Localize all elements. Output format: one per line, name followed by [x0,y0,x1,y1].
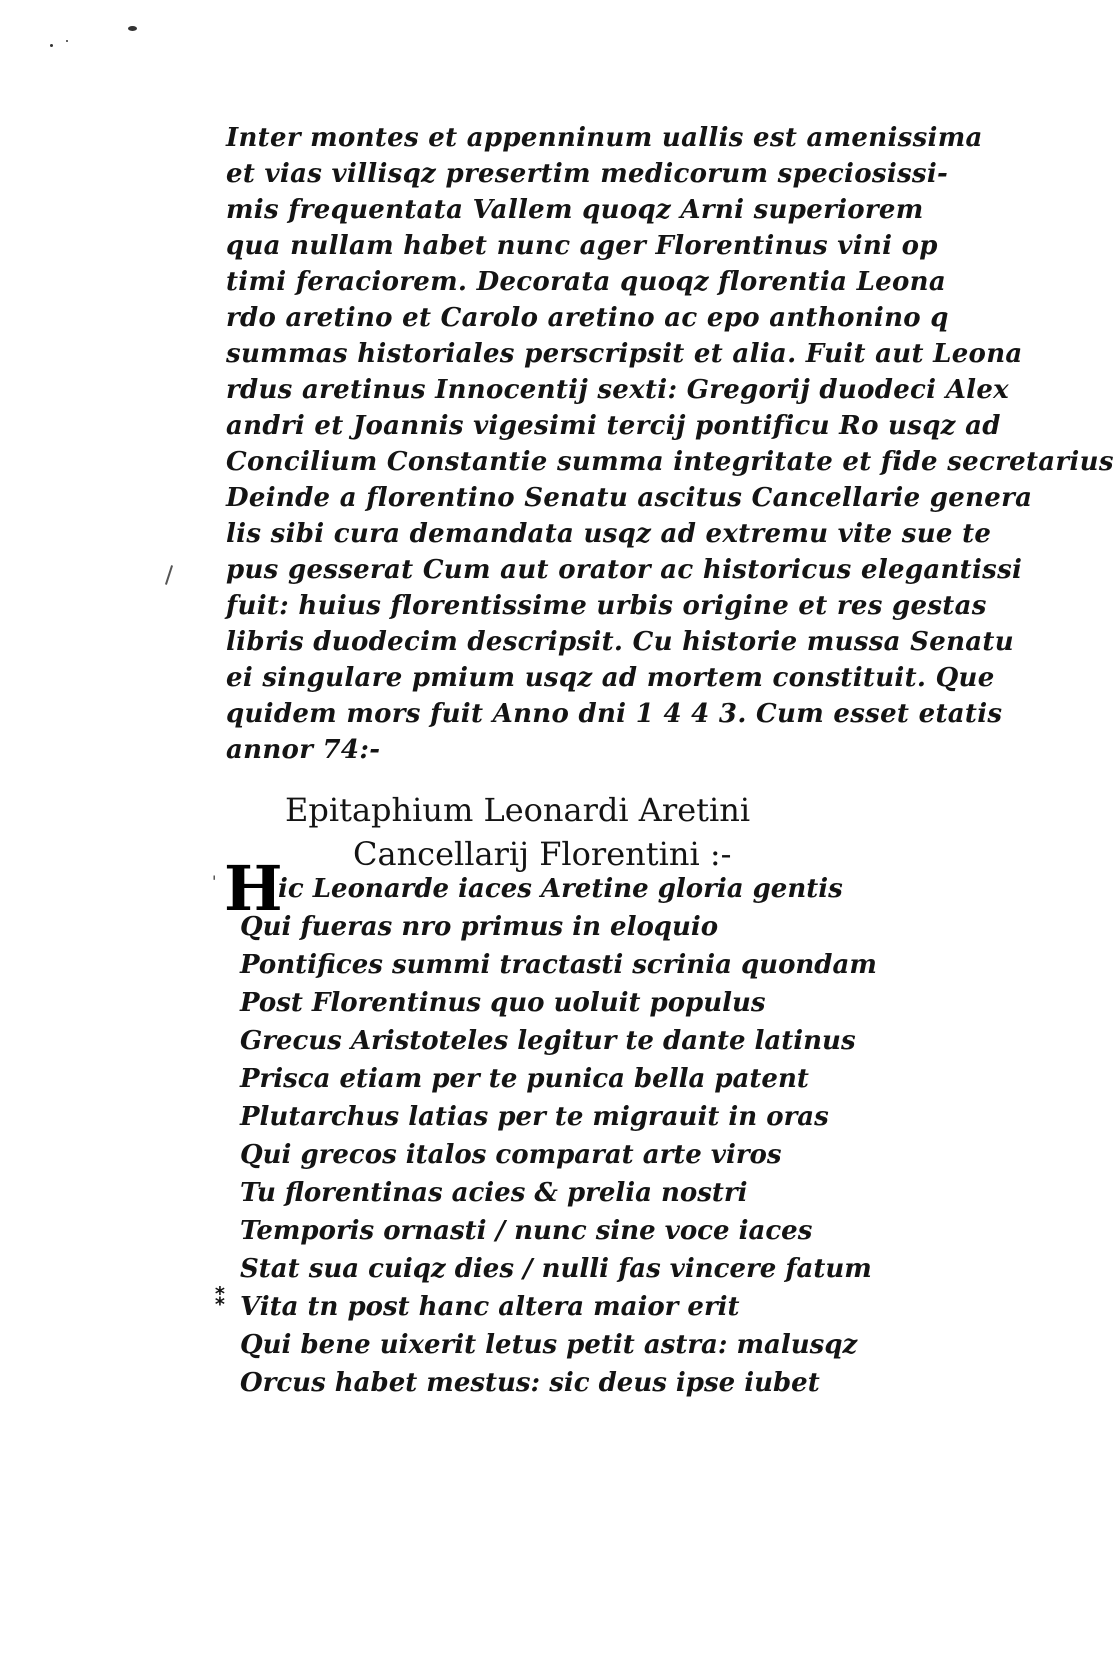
verse-line: Post Florentinus quo uoluit populus [240,988,766,1018]
prose-line: lis sibi cura demandata usqz ad extremu vite sue te [226,519,992,549]
prose-line: libris duodecim descripsit. Cu historie mussa Senatu [226,627,1014,657]
prose-line: ei singulare pmium usqz ad mortem constituit. Que [226,663,995,693]
epitaph-heading [285,788,885,876]
prose-line: Deinde a florentino Senatu ascitus Cancellarie genera [226,483,1033,513]
ink-speck [50,44,53,47]
prose-line: quidem mors fuit Anno dni 1 4 4 3. Cum esset etatis [226,699,1003,729]
verse-line: Qui grecos italos comparat arte viros [240,1140,782,1170]
margin-tick-mark: ' [212,872,217,891]
verse-line: Orcus habet mestus: sic deus ipse iubet [240,1368,820,1398]
prose-line: rdo aretino et Carolo aretino ac epo anthonino q [226,303,949,333]
margin-pen-stroke [165,565,173,585]
verse-line: Temporis ornasti / nunc sine voce iaces [240,1216,813,1246]
prose-line: et vias villisqz presertim medicorum speciosissi- [226,159,949,189]
verse-line: Plutarchus latias per te migrauit in oras [240,1102,829,1132]
verse-line: Tu florentinas acies & prelia nostri [240,1178,748,1208]
epitaph-title-line: Epitaphium Leonardi Aretini [285,791,751,829]
prose-line: summas historiales perscripsit et alia. Fuit aut Leona [226,339,1023,369]
verse-line: Qui bene uixerit letus petit astra: malusqz [240,1330,858,1360]
prose-line: Inter montes et appenninum uallis est amenissima [226,123,983,153]
prose-line: Concilium Constantie summa integritate et fide secretarius [226,447,1114,477]
prose-line: andri et Joannis vigesimi tercij pontificu Ro usqz ad [226,411,1001,441]
verse-line: Prisca etiam per te punica bella patent [240,1064,809,1094]
prose-line: annor 74:- [226,735,381,765]
verse-line: Qui fueras nro primus in eloquio [240,912,719,942]
epitaph-title-line: Cancellarij Florentini :- [353,835,732,873]
verse-line: Pontifices summi tractasti scrinia quondam [240,950,877,980]
verse-margin-mark: ⁑ [214,1282,227,1311]
prose-line: fuit: huius florentissime urbis origine et res gestas [226,591,987,621]
verse-line: Vita tn post hanc altera maior erit [240,1292,740,1322]
verse-line: Stat sua cuiqz dies / nulli fas vincere fatum [240,1254,872,1284]
decorated-initial: H [224,852,283,925]
epitaph-verse-block [240,870,940,1402]
ink-speck [128,26,137,31]
prose-line: qua nullam habet nunc ager Florentinus vini op [226,231,938,261]
ink-speck [66,40,68,42]
verse-line: ic Leonarde iaces Aretine gloria gentis [278,874,843,904]
prose-text-block [226,120,1114,768]
prose-line: pus gesserat Cum aut orator ac historicus elegantissi [226,555,1023,585]
prose-line: timi feraciorem. Decorata quoqz florentia Leona [226,267,946,297]
prose-line: mis frequentata Vallem quoqz Arni superiorem [226,195,924,225]
prose-line: rdus aretinus Innocentij sexti: Gregorij duodeci Alex [226,375,1009,405]
verse-line: Grecus Aristoteles legitur te dante latinus [240,1026,856,1056]
